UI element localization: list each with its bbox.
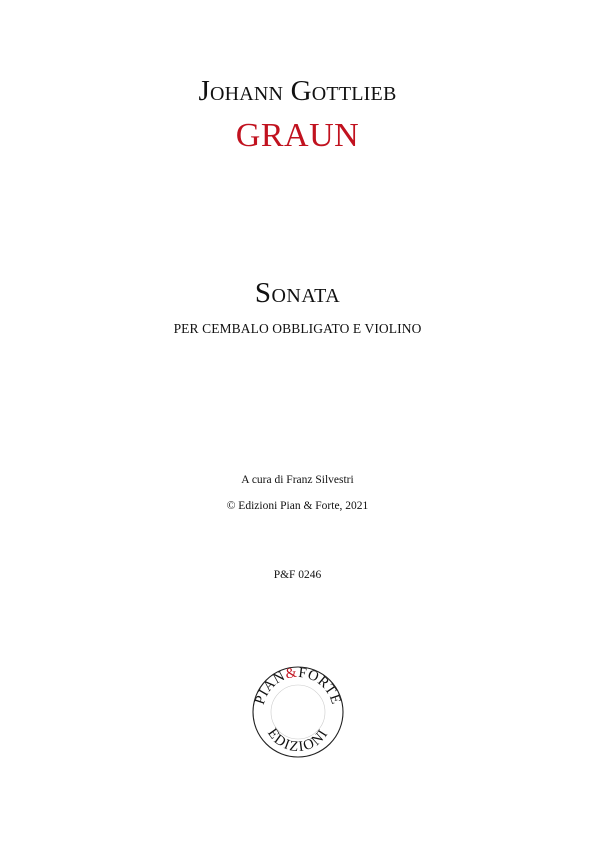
catalog-number: P&F 0246 <box>273 569 322 581</box>
publisher-logo <box>251 665 345 759</box>
composer-given-names: Johann Gottlieb <box>198 75 397 107</box>
work-subtitle: PER CEMBALO OBBLIGATO E VIOLINO <box>173 321 422 336</box>
work-title: Sonata <box>254 277 341 309</box>
copyright-notice: © Edizioni Pian & Forte, 2021 <box>226 500 369 512</box>
composer-surname: GRAUN <box>235 117 360 154</box>
seal-bottom-text: EDIZIONI <box>264 725 332 756</box>
seal-top-text: PIAN&FORTE <box>251 665 345 707</box>
publisher-seal-icon <box>251 665 345 759</box>
editor-credit: A cura di Franz Silvestri <box>241 474 354 486</box>
